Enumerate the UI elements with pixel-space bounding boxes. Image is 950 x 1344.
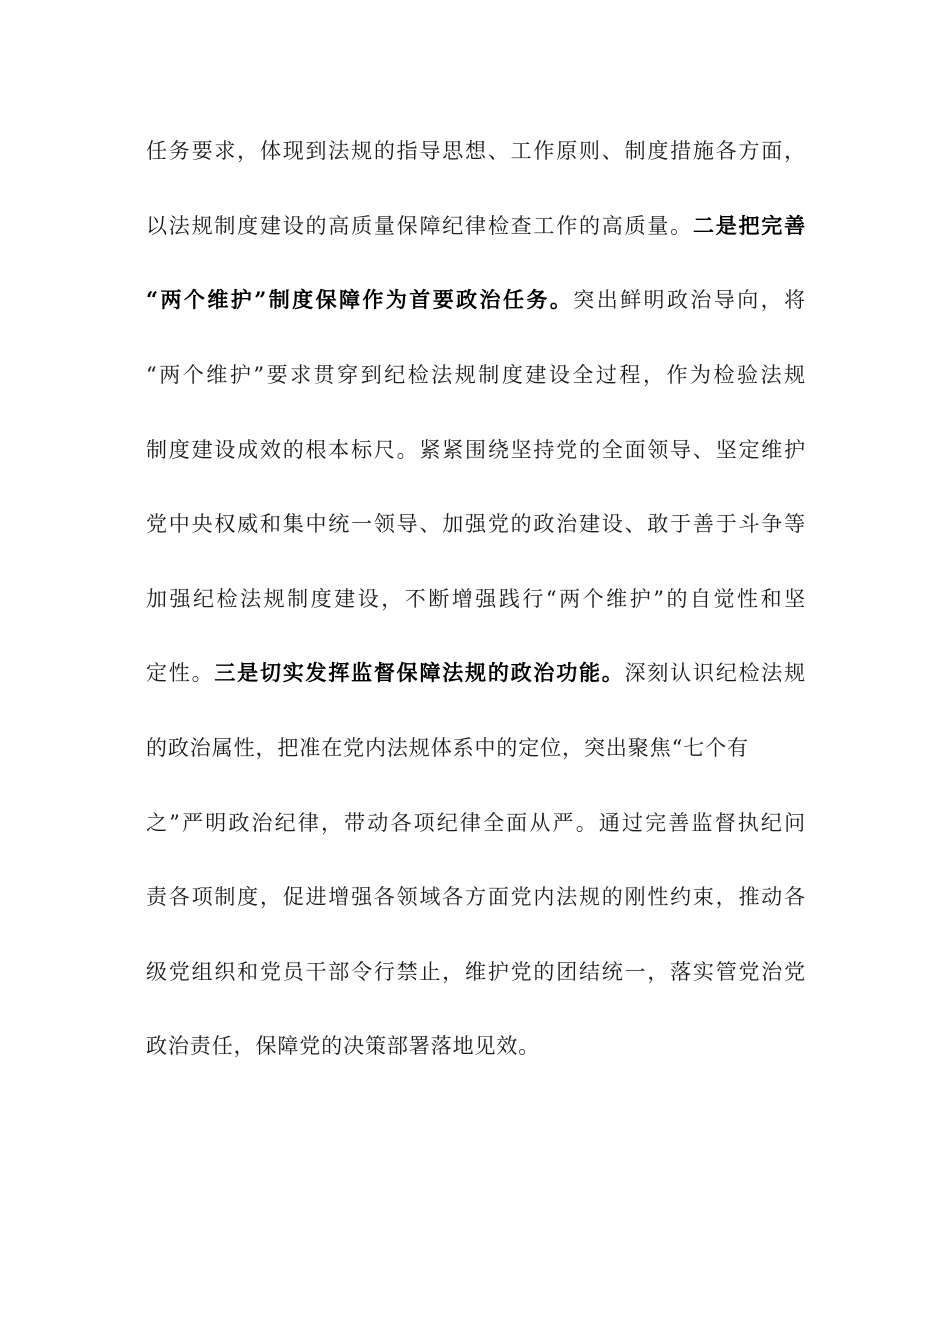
text-segment: 以法规制度建设的高质量保障纪律检查工作的高质量。 (146, 214, 693, 238)
text-segment: 定性。 (146, 661, 215, 685)
text-segment: 之”严明政治纪律，带动各项纪律全面从严。通过完善监督执纪问 (146, 811, 806, 835)
bold-heading-segment: “两个维护”制度保障作为首要政治任务。 (146, 287, 574, 312)
text-line (146, 803, 806, 843)
text-segment: 的政治属性，把准在党内法规体系中的定位，突出聚焦“七个有 (146, 736, 749, 760)
text-segment: 加强纪检法规制度建设，不断增强践行“两个维护”的自觉性和坚 (146, 587, 806, 611)
text-line (146, 504, 806, 544)
bold-heading-segment: 二是把完善 (692, 213, 806, 238)
text-segment: 任务要求，体现到法规的指导思想、工作原则、制度措施各方面， (146, 139, 806, 163)
text-line (146, 355, 806, 395)
text-line (146, 877, 806, 917)
text-segment: 制度建设成效的根本标尺。紧紧围绕坚持党的全面领导、坚定维护 (146, 438, 806, 462)
text-segment: 责各项制度，促进增强各领域各方面党内法规的刚性约束，推动各 (146, 885, 806, 909)
text-segment: “两个维护”要求贯穿到纪检法规制度建设全过程，作为检验法规 (146, 363, 806, 387)
text-line (146, 952, 806, 992)
text-line (146, 131, 806, 171)
text-segment: 深刻认识纪检法规 (624, 661, 807, 685)
text-line (146, 1026, 806, 1066)
text-segment: 党中央权威和集中统一领导、加强党的政治建设、敢于善于斗争等 (146, 512, 806, 536)
text-line (146, 653, 806, 693)
text-line (146, 206, 806, 246)
text-line (146, 728, 806, 768)
text-line (146, 280, 806, 320)
text-line (146, 430, 806, 470)
bold-heading-segment: 三是切实发挥监督保障法规的政治功能。 (214, 660, 625, 685)
text-segment: 政治责任，保障党的决策部署落地见效。 (146, 1034, 541, 1058)
text-segment: 级党组织和党员干部令行禁止，维护党的团结统一，落实管党治党 (146, 960, 806, 984)
text-segment: 突出鲜明政治导向，将 (573, 288, 807, 312)
text-line (146, 579, 806, 619)
